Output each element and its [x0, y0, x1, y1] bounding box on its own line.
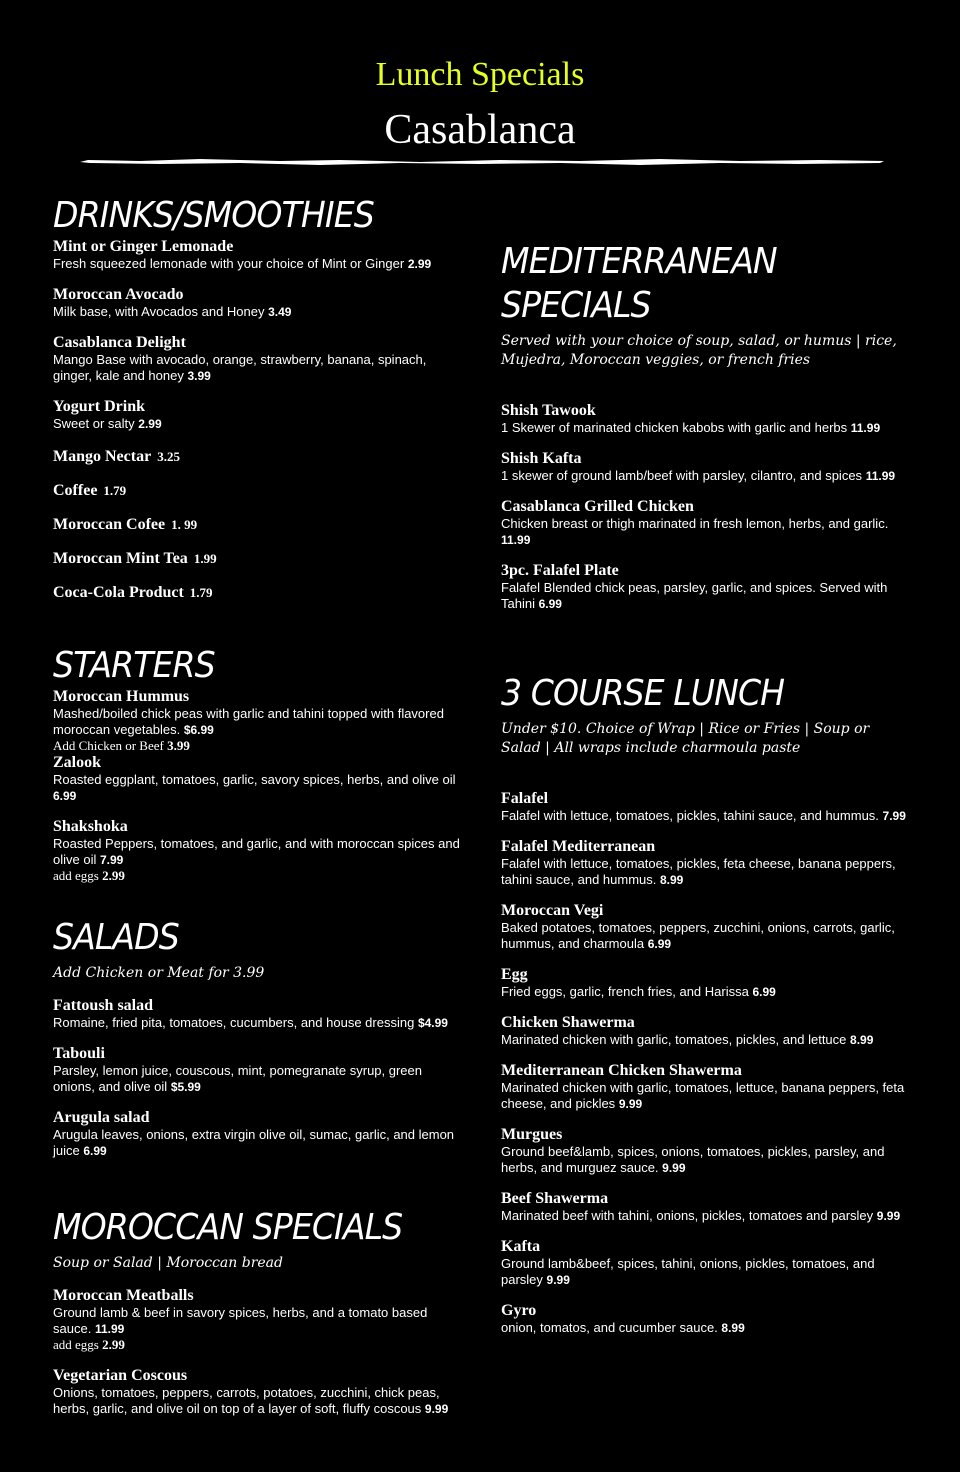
menu-item [501, 1238, 911, 1288]
menu-item-name: Egg [501, 966, 528, 983]
menu-item [53, 238, 463, 272]
menu-item-desc-text: Baked potatoes, tomatoes, peppers, zucchini, onions, carrots, garlic, hummus, and charmoula [501, 920, 895, 951]
menu-item [501, 902, 911, 952]
menu-item [53, 688, 463, 754]
menu-item-description [53, 352, 463, 384]
menu-item-heading [53, 688, 463, 706]
menu-item-description [53, 1305, 463, 1337]
menu-item-desc-text: Ground lamb & beef in savory spices, herbs, and a tomato based sauce. [53, 1305, 428, 1336]
menu-item-name: Coca-Cola Product [53, 584, 184, 601]
addon-price: 3.99 [167, 738, 190, 753]
menu-item-name: Casablanca Delight [53, 334, 186, 351]
menu-item-desc-text: Marinated beef with tahini, onions, pickles, tomatoes and parsley [501, 1208, 874, 1223]
menu-item-price: 3.25 [157, 449, 180, 464]
moroccan-title: MOROCCAN SPECIALS [53, 1207, 403, 1248]
menu-item-name: Falafel [501, 790, 549, 807]
menu-item-heading [53, 818, 463, 836]
menu-item-description [501, 1320, 911, 1336]
drinks-title: DRINKS/SMOOTHIES [53, 195, 374, 236]
menu-item [53, 584, 463, 602]
addon-label: add eggs [53, 868, 99, 883]
menu-item-name: Mango Nectar [53, 448, 152, 465]
menu-item-heading [501, 1190, 911, 1208]
menu-item-description [53, 416, 463, 432]
menu-item-desc-text: Sweet or salty [53, 416, 135, 431]
menu-item [501, 966, 911, 1000]
menu-item [501, 1302, 911, 1336]
menu-item-price: 6.99 [53, 789, 77, 803]
salads-list [53, 997, 463, 1159]
menu-item-name: Arugula salad [53, 1109, 150, 1126]
menu-item-heading [501, 562, 911, 580]
menu-item-name: 3pc. Falafel Plate [501, 562, 619, 579]
menu-item [53, 1367, 463, 1417]
menu-item-description [501, 580, 911, 612]
menu-item [53, 1109, 463, 1159]
menu-item-description [501, 1208, 911, 1224]
menu-item-name: Fattoush salad [53, 997, 154, 1014]
drinks-section [53, 194, 463, 602]
menu-item-heading [53, 550, 463, 568]
menu-item-description [53, 772, 463, 804]
menu-item-name: Vegetarian Coscous [53, 1367, 188, 1384]
menu-item-price: 8.99 [660, 873, 684, 887]
menu-item-addon [53, 1337, 463, 1353]
menu-item-desc-text: Mango Base with avocado, orange, strawberry, banana, spinach, ginger, kale and honey [53, 352, 427, 383]
addon-price: 2.99 [102, 868, 125, 883]
menu-item-heading [53, 1045, 463, 1063]
restaurant-name: Casablanca [384, 107, 576, 153]
menu-item-name: Moroccan Vegi [501, 902, 604, 919]
menu-item-price: 11.99 [501, 533, 531, 547]
menu-item-price: 6.99 [752, 985, 776, 999]
menu-subtitle: Lunch Specials [375, 56, 585, 93]
menu-item-heading [501, 966, 911, 984]
menu-item-price: 2.99 [407, 257, 432, 271]
menu-item-heading [501, 838, 911, 856]
menu-item-heading [501, 1014, 911, 1032]
mediterranean-note: Served with your choice of soup, salad, or humus | rice, Mujedra, Moroccan veggies, or french fries [501, 333, 897, 368]
menu-item [53, 482, 463, 500]
menu-item [501, 790, 911, 824]
menu-item [53, 448, 463, 466]
menu-item-name: Zalook [53, 754, 102, 771]
menu-item-heading [501, 450, 911, 468]
menu-item-desc-text: Onions, tomatoes, peppers, carrots, potatoes, zucchini, chick peas, herbs, garlic, and olive oil on top of a layer of soft, fluffy coscous [53, 1385, 440, 1416]
menu-item-description [53, 836, 463, 868]
menu-item-desc-text: onion, tomatos, and cucumber sauce. [501, 1320, 718, 1335]
menu-item-price: 1.79 [189, 585, 213, 600]
menu-item-desc-text: Roasted eggplant, tomatoes, garlic, savory spices, herbs, and olive oil [53, 772, 456, 787]
menu-item-description [501, 1032, 911, 1048]
menu-item-heading [501, 498, 911, 516]
menu-item-description [501, 1144, 911, 1176]
menu-item-name: Mediterranean Chicken Shawerma [501, 1062, 742, 1079]
menu-item-heading [53, 238, 463, 256]
mediterranean-list [501, 402, 911, 612]
starters-section [53, 644, 463, 884]
menu-item-price: 9.99 [662, 1161, 686, 1175]
menu-item [501, 562, 911, 612]
menu-item-heading [53, 516, 463, 534]
menu-item [501, 498, 911, 548]
menu-item-price: 9.99 [618, 1097, 643, 1111]
menu-item-description [53, 1385, 463, 1417]
menu-item-price: 7.99 [99, 853, 124, 867]
menu-item-name: Gyro [501, 1302, 537, 1319]
menu-item [53, 1045, 463, 1095]
menu-item-desc-text: Roasted Peppers, tomatoes, and garlic, and with moroccan spices and olive oil [53, 836, 460, 867]
menu-item-description [53, 706, 463, 738]
menu-item [501, 1126, 911, 1176]
menu-item-heading [53, 482, 463, 500]
drinks-list [53, 238, 463, 602]
menu-item-description [501, 420, 911, 436]
menu-item-price: $5.99 [170, 1080, 201, 1094]
menu-item [53, 997, 463, 1031]
menu-item-desc-text: Falafel with lettuce, tomatoes, pickles, feta cheese, banana peppers, tahini sauce, and hummus. [501, 856, 896, 887]
menu-item-heading [501, 790, 911, 808]
addon-price: 2.99 [102, 1337, 125, 1352]
menu-item [53, 754, 463, 804]
menu-item-name: Shish Tawook [501, 402, 596, 419]
menu-item-description [53, 256, 463, 272]
menu-item [501, 450, 911, 484]
menu-item-desc-text: Fried eggs, garlic, french fries, and Harissa [501, 984, 749, 999]
menu-item-desc-text: 1 skewer of ground lamb/beef with parsley, cilantro, and spices [501, 468, 863, 483]
menu-item-name: Moroccan Meatballs [53, 1287, 194, 1304]
menu-item-desc-text: Mashed/boiled chick peas with garlic and tahini topped with flavored moroccan vegetables. [53, 706, 444, 737]
addon-label: Add Chicken or Beef [53, 738, 164, 753]
menu-item-desc-text: Falafel with lettuce, tomatoes, pickles, tahini sauce, and hummus. [501, 808, 879, 823]
menu-item-desc-text: Milk base, with Avocados and Honey [53, 304, 265, 319]
menu-item [53, 550, 463, 568]
menu-item [501, 1190, 911, 1224]
menu-item-description [501, 468, 911, 484]
menu-item-description [501, 516, 911, 548]
salads-title: SALADS [53, 917, 179, 958]
mediterranean-section [501, 240, 911, 612]
menu-item-name: Coffee [53, 482, 98, 499]
menu-item-price: 6.99 [538, 597, 562, 611]
menu-item-heading [53, 997, 463, 1015]
menu-item-name: Moroccan Cofee [53, 516, 166, 533]
menu-item-price: 11.99 [865, 469, 896, 483]
menu-item-name: Chicken Shawerma [501, 1014, 635, 1031]
menu-item-desc-text: Ground lamb&beef, spices, tahini, onions, pickles, tomatoes, and parsley [501, 1256, 875, 1287]
menu-item [501, 402, 911, 436]
starters-list [53, 688, 463, 884]
salads-section [53, 916, 463, 1159]
menu-item-name: Kafta [501, 1238, 541, 1255]
menu-item-desc-text: Chicken breast or thigh marinated in fresh lemon, herbs, and garlic. [501, 516, 889, 531]
menu-item-price: 6.99 [83, 1144, 107, 1158]
menu-item-name: Shakshoka [53, 818, 128, 835]
menu-item-desc-text: Falafel Blended chick peas, parsley, garlic, and spices. Served with Tahini [501, 580, 888, 611]
menu-item-heading [53, 754, 463, 772]
menu-item-desc-text: Marinated chicken with garlic, tomatoes, lettuce, banana peppers, feta cheese, and pickles [501, 1080, 905, 1111]
menu-item-name: Beef Shawerma [501, 1190, 609, 1207]
starters-title: STARTERS [53, 645, 215, 686]
menu-item-price: 11.99 [94, 1322, 125, 1336]
menu-item-description [501, 1256, 911, 1288]
menu-item-heading [53, 1109, 463, 1127]
menu-item-description [53, 1063, 463, 1095]
menu-item-description [501, 856, 911, 888]
menu-item-heading [53, 584, 463, 602]
menu-item-description [53, 304, 463, 320]
menu-item-price: 1.79 [103, 483, 127, 498]
menu-item [501, 1062, 911, 1112]
menu-item-addon [53, 868, 463, 884]
brush-divider [80, 156, 884, 168]
menu-item-name: Moroccan Hummus [53, 688, 190, 705]
menu-item-name: Moroccan Avocado [53, 286, 184, 303]
course-list [501, 790, 911, 1336]
menu-item-price: 9.99 [424, 1402, 449, 1416]
menu-item [53, 818, 463, 884]
menu-item-name: Casablanca Grilled Chicken [501, 498, 694, 515]
menu-item-name: Moroccan Mint Tea [53, 550, 188, 567]
menu-item-heading [53, 1367, 463, 1385]
menu-item-description [501, 984, 911, 1000]
menu-item-heading [501, 1302, 911, 1320]
menu-item-desc-text: Parsley, lemon juice, couscous, mint, pomegranate syrup, green onions, and olive oil [53, 1063, 422, 1094]
moroccan-section [53, 1206, 463, 1417]
menu-item-heading [501, 402, 911, 420]
menu-item [501, 1014, 911, 1048]
menu-item-price: 11.99 [850, 421, 881, 435]
mediterranean-title-line2: SPECIALS [501, 285, 651, 326]
menu-item-price: 3.49 [268, 305, 292, 319]
menu-item-price: $6.99 [183, 723, 214, 737]
menu-item-price: $4.99 [417, 1016, 448, 1030]
menu-item [53, 398, 463, 432]
menu-item-name: Murgues [501, 1126, 563, 1143]
menu-item-heading [501, 1238, 911, 1256]
menu-item-desc-text: Fresh squeezed lemonade with your choice of Mint or Ginger [53, 256, 405, 271]
menu-item-desc-text: Ground beef&lamb, spices, onions, tomatoes, pickles, parsley, and herbs, and murguez sauce. [501, 1144, 885, 1175]
menu-item-price: 6.99 [647, 937, 672, 951]
mediterranean-title-line1: MEDITERRANEAN [501, 241, 777, 282]
menu-item-name: Falafel Mediterranean [501, 838, 656, 855]
course-note: Under $10. Choice of Wrap | Rice or Fries | Soup or Salad | All wraps include charmoula paste [501, 721, 870, 756]
salads-note: Add Chicken or Meat for 3.99 [53, 965, 265, 981]
menu-item-name: Tabouli [53, 1045, 105, 1062]
menu-item-heading [501, 1062, 911, 1080]
course-title: 3 COURSE LUNCH [501, 673, 785, 714]
menu-item-description [501, 920, 911, 952]
menu-item-description [53, 1127, 463, 1159]
menu-item-price: 9.99 [876, 1209, 901, 1223]
menu-item-description [53, 1015, 463, 1031]
menu-item-price: 7.99 [882, 809, 906, 823]
menu-item-heading [53, 286, 463, 304]
menu-item-desc-text: Romaine, fried pita, tomatoes, cucumbers, and house dressing [53, 1015, 415, 1030]
menu-item-heading [53, 334, 463, 352]
menu-item-price: 1. 99 [171, 517, 198, 532]
course-section [501, 672, 911, 1336]
moroccan-list [53, 1287, 463, 1417]
menu-item-heading [53, 1287, 463, 1305]
moroccan-note: Soup or Salad | Moroccan bread [53, 1255, 283, 1271]
menu-item-price: 8.99 [721, 1321, 745, 1335]
menu-item-description [501, 808, 911, 824]
menu-item-price: 2.99 [138, 417, 162, 431]
menu-item-description [501, 1080, 911, 1112]
menu-item-name: Yogurt Drink [53, 398, 146, 415]
menu-item-desc-text: 1 Skewer of marinated chicken kabobs with garlic and herbs [501, 420, 848, 435]
menu-item [53, 516, 463, 534]
menu-item-name: Mint or Ginger Lemonade [53, 238, 234, 255]
menu-item-heading [53, 398, 463, 416]
menu-item-price: 8.99 [850, 1033, 874, 1047]
menu-item-name: Shish Kafta [501, 450, 582, 467]
menu-item-price: 1.99 [193, 551, 217, 566]
menu-item-heading [501, 1126, 911, 1144]
menu-item-heading [501, 902, 911, 920]
menu-item [501, 838, 911, 888]
menu-item-desc-text: Arugula leaves, onions, extra virgin olive oil, sumac, garlic, and lemon juice [53, 1127, 455, 1158]
addon-label: add eggs [53, 1337, 99, 1352]
menu-item-price: 3.99 [187, 369, 211, 383]
menu-item [53, 334, 463, 384]
menu-item [53, 1287, 463, 1353]
menu-item-price: 9.99 [546, 1273, 570, 1287]
menu-item-addon [53, 738, 463, 754]
menu-item [53, 286, 463, 320]
menu-item-heading [53, 448, 463, 466]
menu-item-desc-text: Marinated chicken with garlic, tomatoes, pickles, and lettuce [501, 1032, 847, 1047]
